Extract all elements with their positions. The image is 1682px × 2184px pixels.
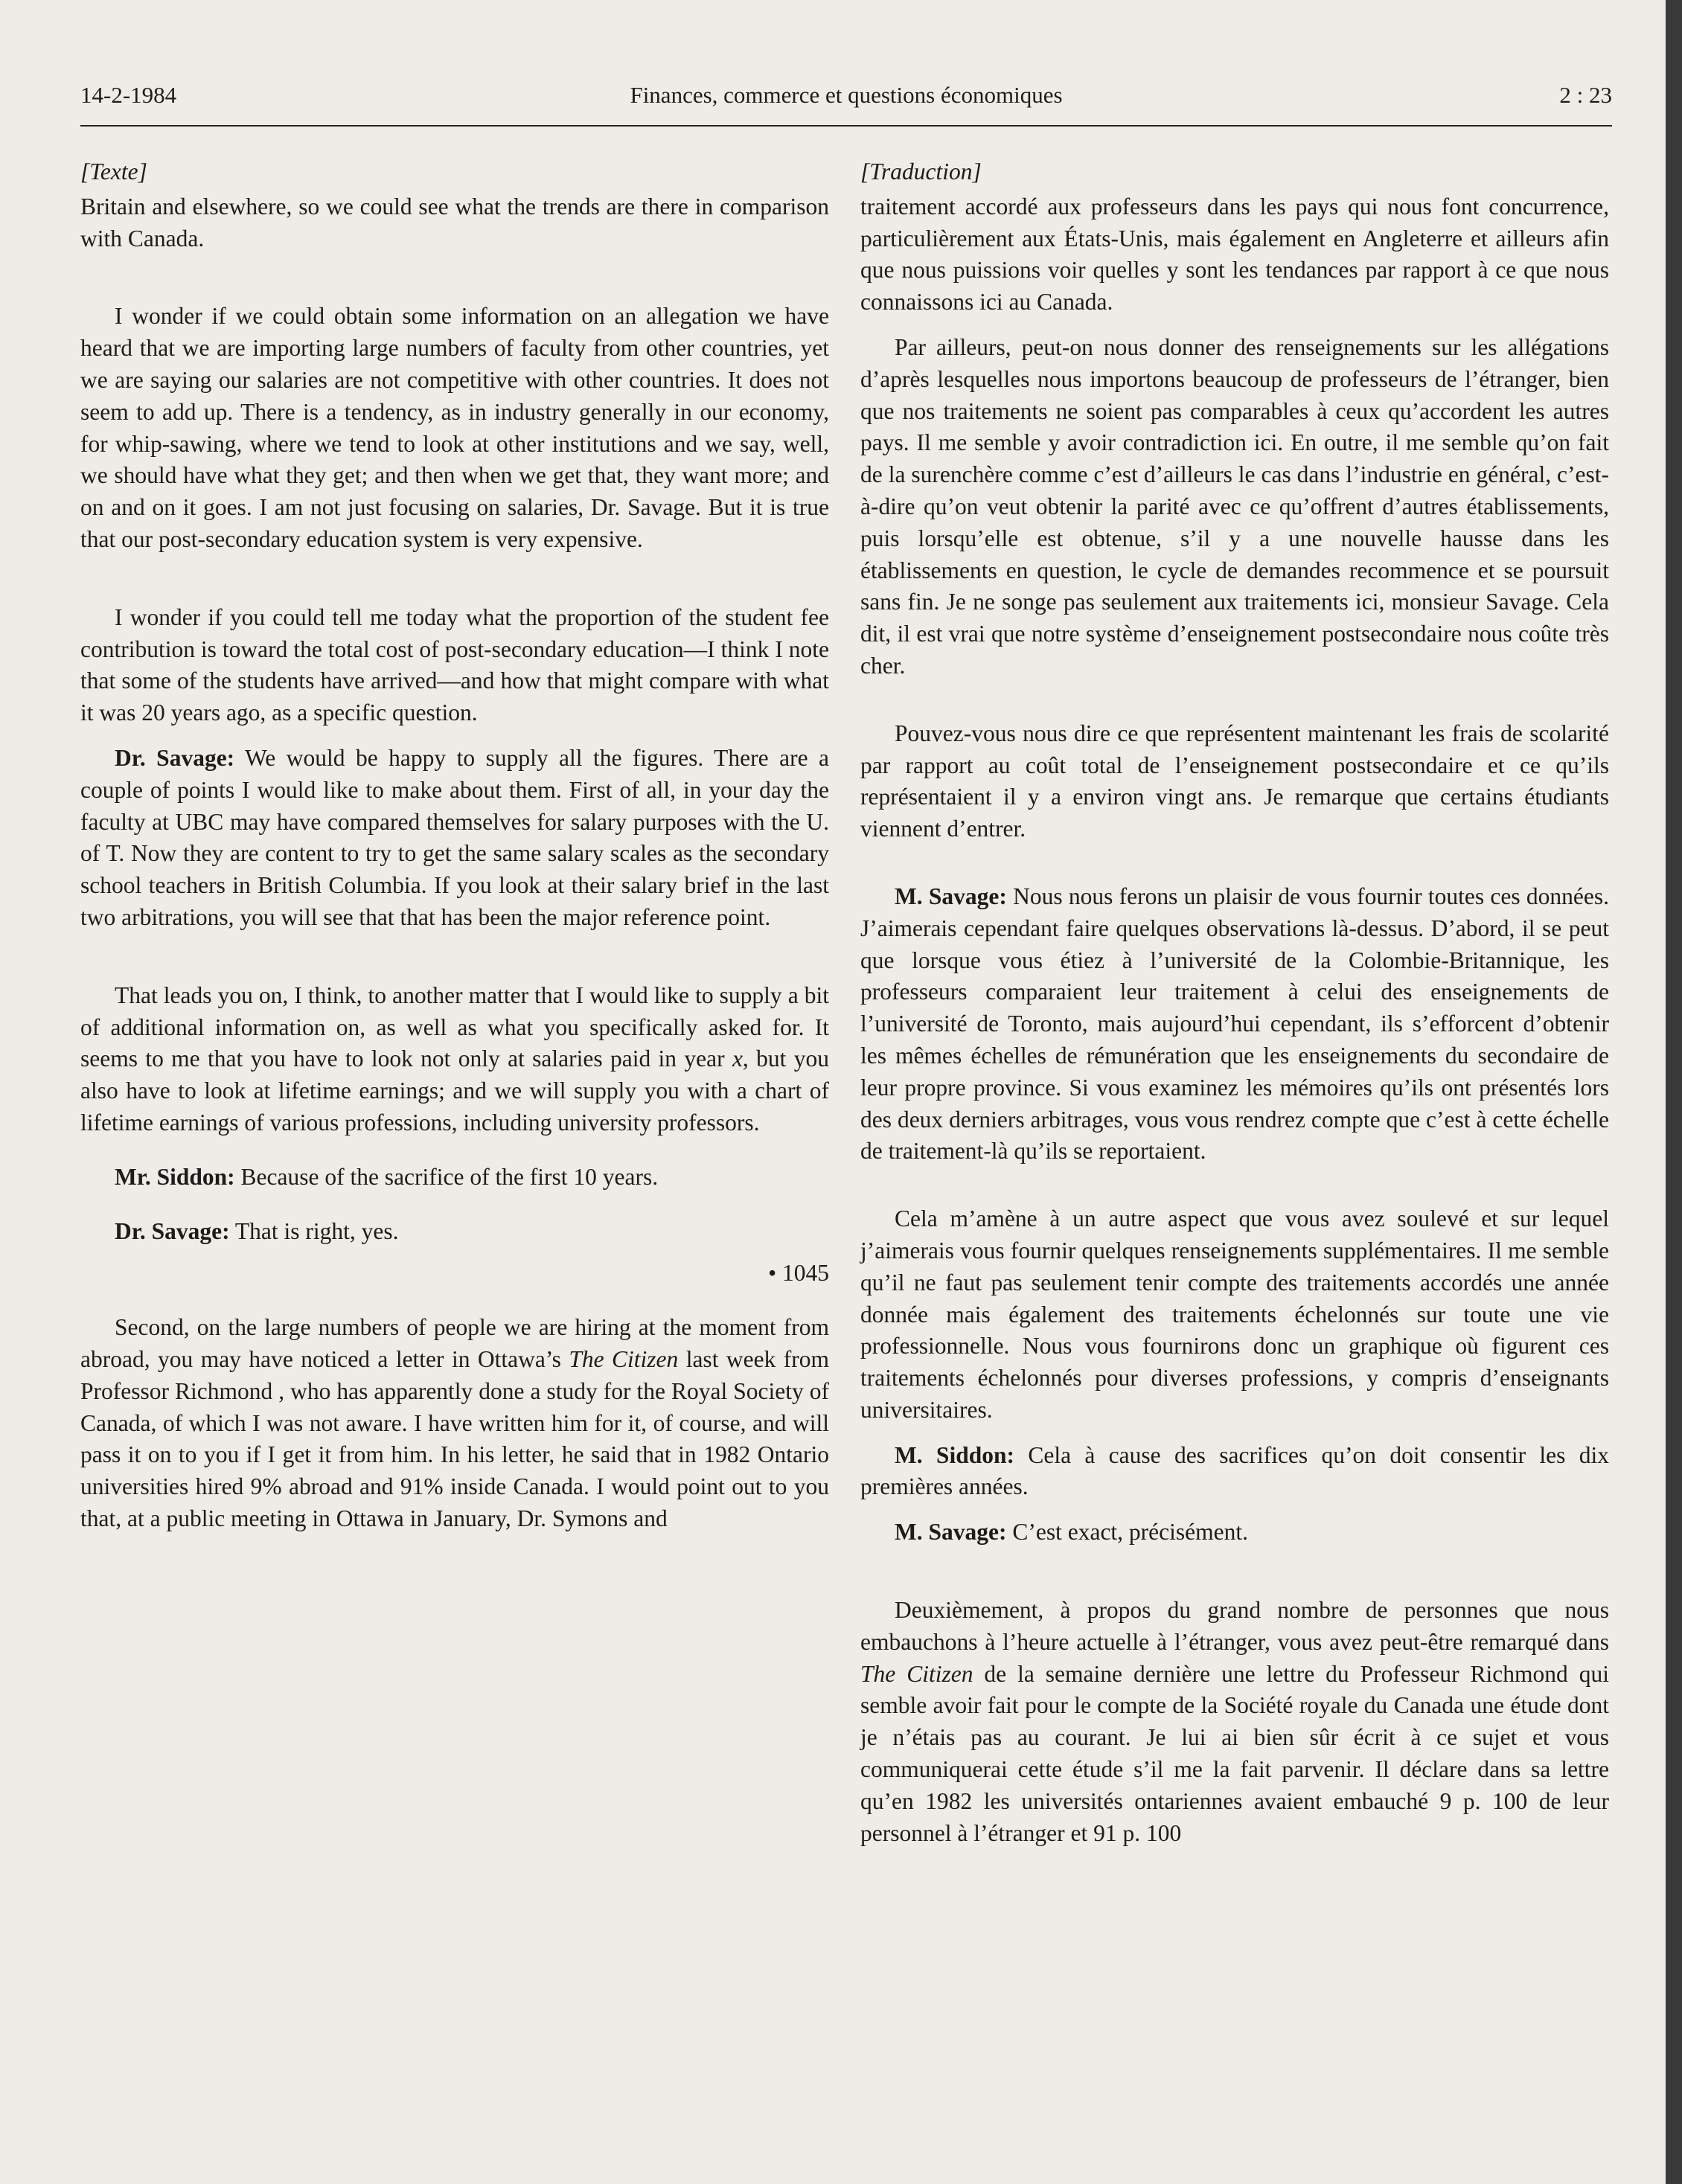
page-header — [80, 79, 1612, 127]
speaker-name: Dr. Savage: — [115, 744, 235, 771]
french-column — [860, 156, 1609, 1849]
column-label: [Texte] — [80, 158, 147, 185]
column-label: [Traduction] — [860, 158, 982, 185]
time-marker: • 1045 — [768, 1260, 829, 1287]
page-edge — [1666, 0, 1682, 2184]
newspaper-title: The Citizen — [860, 1660, 973, 1687]
paragraph: traitement accordé aux professeurs dans les pays qui nous font concurrence, particulièrement aux États-Unis, mais également en Angleterre et ailleurs afin que nous puissions voir quelles y sont les tendances par rapport à ce que nous connaissons ici au Canada. — [860, 193, 1609, 316]
speaker-name: Mr. Siddon: — [115, 1163, 235, 1190]
speaker-paragraph — [860, 881, 1609, 1168]
text-part: de la semaine dernière une lettre du Professeur Richmond qui semble avoir fait pour le compte de la Société royale du Canada une étude dont je n’étais pas au courant. Je lui ai bien sûr écrit à ce sujet et vous communiquerai cette étude s’il me la fait parvenir. Il déclare dans sa lettre qu’en 1982 les universités ontariennes avaient embauché 9 p. 100 de leur personnel à l’étranger et 91 p. 100 — [860, 1660, 1609, 1846]
speaker-paragraph — [80, 743, 829, 934]
header-page-number: 2 : 23 — [1559, 82, 1612, 108]
text-part: Deuxièmement, à propos du grand nombre de personnes que nous embauchons à l’heure actuelle à l’étranger, vous avez peut-être remarqué dans — [860, 1597, 1609, 1655]
text-part: That leads you on, I think, to another matter that I would like to supply a bit of additional information on, as well as what you specifically asked for. It seems to me that you have to look not only at salaries paid in year — [80, 981, 829, 1072]
header-title: Finances, commerce et questions économiques — [630, 82, 1063, 108]
english-column — [80, 156, 829, 1535]
speech-text: Nous nous ferons un plaisir de vous fournir toutes ces données. J’aimerais cependant faire quelques observations là-dessus. D’abord, il se peut que lorsque vous étiez à l’université de la Colombie-Britannique, les professeurs comparaient leur traitement à celui des enseignements de l’université de Toronto, mais aujourd’hui cependant, ils s’efforcent d’obtenir les mêmes échelles de rémunération que les enseignements du secondaire de leur propre province. Si vous examinez les mémoires qu’ils ont présentés lors des deux derniers arbitrages, vous vous rendrez compte que c’est à cette échelle de traitement-là qu’ils se reportaient. — [860, 883, 1609, 1165]
header-date: 14-2-1984 — [80, 82, 177, 108]
newspaper-title: The Citizen — [569, 1345, 679, 1372]
speaker-paragraph — [860, 1440, 1609, 1504]
speaker-name: M. Savage: — [895, 1519, 1007, 1546]
speech-text: We would be happy to supply all the figures. There are a couple of points I would like to make about them. First of all, in your day the faculty at UBC may have compared themselves for salary purposes with the U. of T. Now they are content to try to get the same salary scales as the secondary school teachers in British Columbia. If you look at their salary brief in the last two arbitrations, you will see that that has been the major reference point. — [80, 744, 829, 930]
paragraph: I wonder if you could tell me today what the proportion of the student fee contribution is toward the total cost of post-secondary education—I think I note that some of the students have arrived—and how that might compare with what it was 20 years ago, as a specific question. — [80, 603, 829, 726]
speech-text: Because of the sacrifice of the first 10 years. — [240, 1163, 659, 1190]
speaker-name: M. Savage: — [895, 883, 1007, 909]
speaker-paragraph — [860, 1517, 1609, 1549]
paragraph: I wonder if we could obtain some information on an allegation we have heard that we are importing large numbers of faculty from other countries, yet we are saying our salaries are not competitive with other countries. It does not seem to add up. There is a tendency, as in industry generally in our economy, for whip-sawing, where we tend to look at other institutions and we say, well, we should have what they get; and then when we get that, they want more; and on and on it goes. I am not just focusing on salaries, Dr. Savage. But it is true that our post-secondary education system is very expensive. — [80, 303, 829, 552]
paragraph: Cela m’amène à un autre aspect que vous avez soulevé et sur lequel j’aimerais vous fournir quelques renseignements supplémentaires. Il me semble qu’il ne faut pas seulement tenir compte des traitements accordés une année donnée mais également des traitements échelonnés sur toute une vie professionnelle. Nous vous fournirons donc un graphique où figurent ces traitements échelonnés pour diverses professions, y compris d’enseignants universitaires. — [860, 1205, 1609, 1423]
paragraph: Britain and elsewhere, so we could see what the trends are there in comparison with Canada. — [80, 193, 829, 252]
speaker-name: M. Siddon: — [895, 1441, 1014, 1468]
speaker-paragraph — [80, 1216, 829, 1248]
speech-text: C’est exact, précisément. — [1012, 1519, 1248, 1546]
paragraph — [860, 1595, 1609, 1849]
variable-x: x — [732, 1045, 743, 1072]
paragraph — [80, 1312, 829, 1535]
speaker-paragraph — [80, 1162, 829, 1194]
speech-text: Cela à cause des sacrifices qu’on doit consentir les dix premières années. — [860, 1441, 1609, 1500]
speech-text: That is right, yes. — [234, 1217, 399, 1244]
speaker-name: Dr. Savage: — [115, 1217, 230, 1244]
paragraph: Pouvez-vous nous dire ce que représentent maintenant les frais de scolarité par rapport au coût total de l’enseignement postsecondaire et ce qu’ils représentaient il y a environ vingt ans. Je remarque que certains étudiants viennent d’entrer. — [860, 720, 1609, 842]
paragraph — [80, 980, 829, 1139]
text-part: , but you also have to look at lifetime earnings; and we will supply you with a chart of lifetime earnings of various professions, including university professors. — [80, 1045, 829, 1136]
text-part: Second, on the large numbers of people we are hiring at the moment from abroad, you may have noticed a letter in Ottawa’s — [80, 1314, 829, 1372]
paragraph: Par ailleurs, peut-on nous donner des renseignements sur les allégations d’après lesquelles nous importons beaucoup de professeurs de l’étranger, bien que nos traitements ne soient pas comparables à ceux qu’accordent les autres pays. Il me semble y avoir contradiction ici. En outre, il me semble qu’on fait de la surenchère comme c’est d’ailleurs le cas dans l’industrie en général, c’est-à-dire qu’on veut obtenir la parité avec ce qu’offrent d’autres établissements, puis lorsqu’elle est obtenue, s’il y a une nouvelle hausse dans les établissements en question, le cycle de demandes recommence et se poursuit sans fin. Je ne songe pas seulement aux traitements ici, monsieur Savage. Cela dit, il est vrai que notre système d’enseignement postsecondaire nous coûte très cher. — [860, 333, 1609, 679]
text-part: last week from Professor Richmond , who has apparently done a study for the Royal Society of Canada, of which I was not aware. I have written him for it, of course, and will pass it on to you if I get it from him. In his letter, he said that in 1982 Ontario universities hired 9% abroad and 91% inside Canada. I would point out to you that, at a public meeting in Ottawa in January, Dr. Symons and — [80, 1345, 830, 1531]
